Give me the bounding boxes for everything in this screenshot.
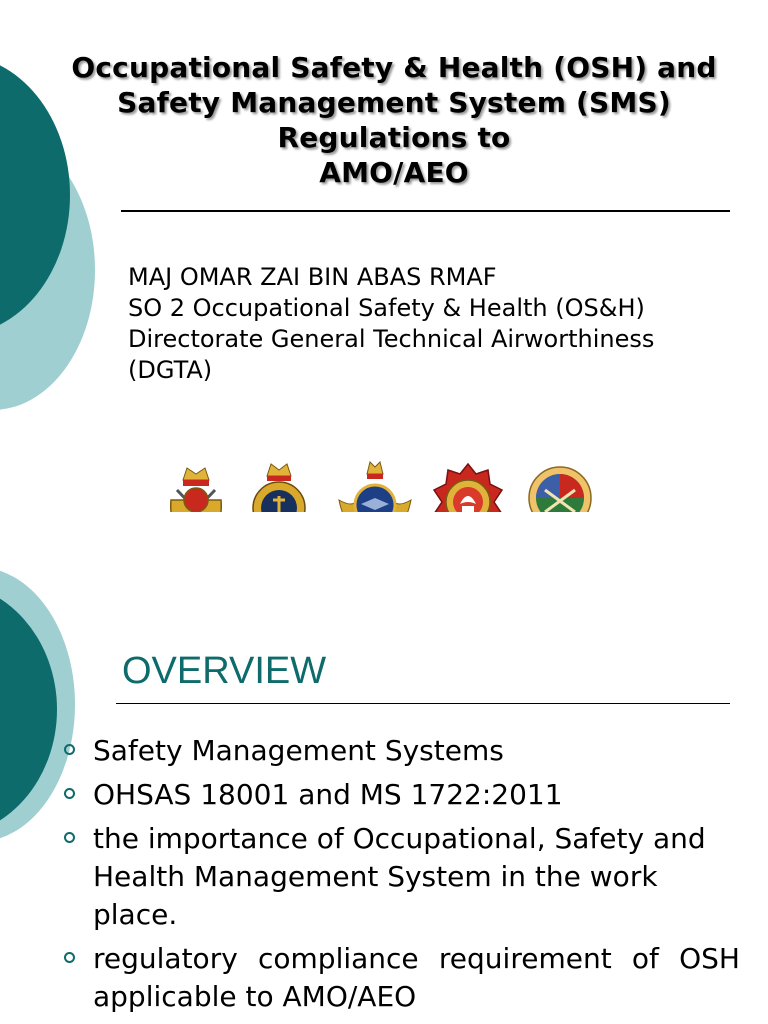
list-item [62, 776, 740, 814]
title-line: Safety Management System (SMS) [117, 86, 671, 119]
presenter-directorate-abbr: (DGTA) [128, 356, 213, 384]
bullet-text: regulatory compliance requirement of OSH applicable to AMO/AEO [93, 942, 740, 1013]
bullet-ring-icon [64, 952, 75, 963]
bullet-text: the importance of Occupational, Safety and Health Management System in the work place. [93, 822, 706, 931]
list-item [62, 940, 740, 1016]
title-divider [121, 210, 730, 212]
overview-slide [0, 512, 768, 1024]
bullet-text: Safety Management Systems [93, 734, 504, 767]
bullet-ring-icon [64, 788, 75, 799]
presenter-info [128, 262, 654, 386]
overview-bullet-list [62, 732, 740, 1022]
bullet-ring-icon [64, 744, 75, 755]
slide-title [30, 50, 758, 190]
overview-divider [116, 703, 730, 704]
title-line: Occupational Safety & Health (OSH) and [71, 51, 717, 84]
overview-title: OVERVIEW [122, 650, 327, 692]
title-line: AMO/AEO [319, 156, 469, 189]
bullet-text: OHSAS 18001 and MS 1722:2011 [93, 778, 563, 811]
presenter-name: MAJ OMAR ZAI BIN ABAS RMAF [128, 263, 497, 291]
title-line: Regulations to [277, 121, 511, 154]
list-item [62, 732, 740, 770]
bullet-ring-icon [64, 832, 75, 843]
presenter-directorate: Directorate General Technical Airworthiness [128, 325, 655, 353]
list-item [62, 820, 740, 934]
presenter-position: SO 2 Occupational Safety & Health (OS&H) [128, 294, 645, 322]
